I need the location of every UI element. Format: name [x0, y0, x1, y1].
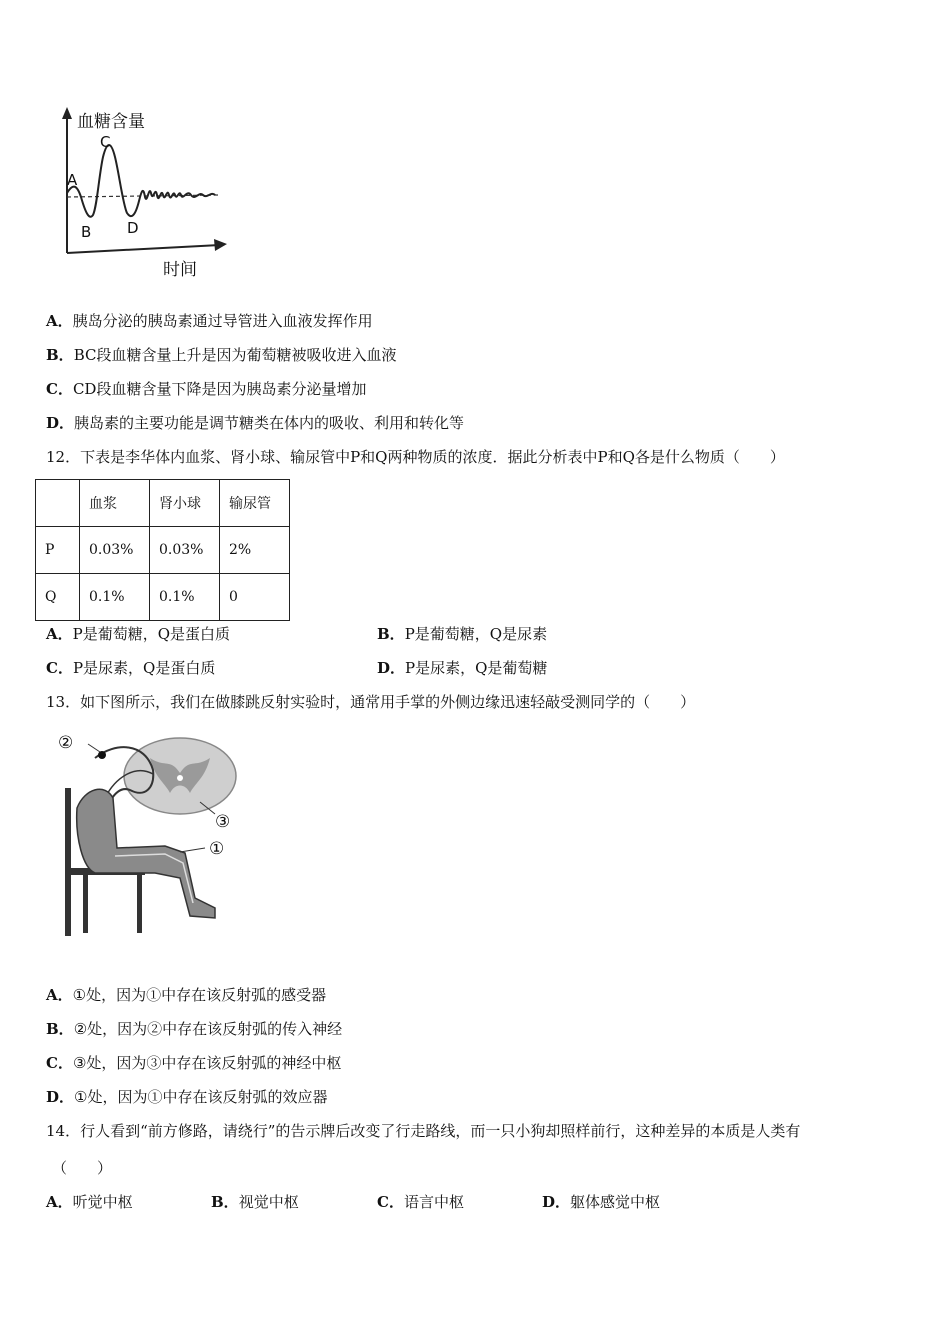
q11-option-d[interactable]: D．胰岛素的主要功能是调节糖类在体内的吸收、利用和转化等: [46, 414, 465, 432]
table-cell: 0.03%: [150, 527, 220, 574]
chair-back: [65, 788, 71, 936]
q13-option-d[interactable]: D．①处，因为①中存在该反射弧的效应器: [46, 1088, 328, 1106]
q14-answer-blank: （ ）: [52, 1159, 113, 1177]
point-d-label: D: [127, 219, 139, 237]
table-header-cell: 输尿管: [220, 480, 290, 527]
y-axis-arrow: [62, 107, 72, 119]
pointer-line-2: [88, 744, 100, 752]
central-canal: [177, 775, 183, 781]
q12-option-c[interactable]: C．P是尿素，Q是蛋白质: [46, 659, 216, 677]
pointer-line-1: [180, 848, 205, 852]
table-header-cell: 肾小球: [150, 480, 220, 527]
q13-option-c[interactable]: C．③处，因为③中存在该反射弧的神经中枢: [46, 1054, 342, 1072]
q13-option-a[interactable]: A．①处，因为①中存在该反射弧的感受器: [46, 986, 327, 1004]
table-cell: 0.1%: [150, 574, 220, 621]
q13-stem: 13．如下图所示，我们在做膝跳反射实验时，通常用手掌的外侧边缘迅速轻敲受测同学的（ ）: [46, 693, 696, 711]
point-b-label: B: [81, 223, 92, 241]
q12-option-b[interactable]: B．P是葡萄糖，Q是尿素: [377, 625, 548, 643]
table-cell: 2%: [220, 527, 290, 574]
table-cell: P: [36, 527, 80, 574]
concentration-table: [35, 479, 290, 621]
point-c-label: C: [100, 133, 111, 151]
label-1: ①: [209, 839, 225, 859]
q14-option-c[interactable]: C．语言中枢: [377, 1193, 464, 1211]
x-axis: [67, 245, 220, 253]
table-cell: 0.03%: [80, 527, 150, 574]
q14-stem: 14．行人看到“前方修路，请绕行”的告示牌后改变了行走路线，而一只小狗却照样前行，这种差异的本质是人类有: [46, 1122, 801, 1140]
label-2: ②: [58, 733, 74, 753]
x-axis-label: 时间: [163, 260, 197, 280]
q13-option-b[interactable]: B．②处，因为②中存在该反射弧的传入神经: [46, 1020, 343, 1038]
knee-jerk-reflex-figure: [55, 728, 240, 936]
chair-leg: [137, 875, 142, 933]
table-cell: 0: [220, 574, 290, 621]
blood-sugar-curve: [67, 145, 215, 217]
q14-option-a[interactable]: A．听觉中枢: [46, 1193, 133, 1211]
q11-option-a[interactable]: A．胰岛分泌的胰岛素通过导管进入血液发挥作用: [46, 312, 373, 330]
q14-option-d[interactable]: D．躯体感觉中枢: [542, 1193, 661, 1211]
table-row: [36, 574, 290, 621]
q14-option-b[interactable]: B．视觉中枢: [211, 1193, 299, 1211]
table-cell: Q: [36, 574, 80, 621]
ganglion-dot: [98, 751, 106, 759]
label-3: ③: [215, 812, 231, 832]
table-header-row: [36, 480, 290, 527]
q12-stem: 12．下表是李华体内血浆、肾小球、输尿管中P和Q两种物质的浓度．据此分析表中P和Q各是什么物质（ ）: [46, 448, 785, 466]
blood-sugar-graph: [55, 105, 235, 285]
y-axis-label: 血糖含量: [77, 112, 145, 132]
table-cell: 0.1%: [80, 574, 150, 621]
q11-option-b[interactable]: B．BC段血糖含量上升是因为葡萄糖被吸收进入血液: [46, 346, 397, 364]
table-header-cell: [36, 480, 80, 527]
point-a-label: A: [67, 171, 78, 189]
table-header-cell: 血浆: [80, 480, 150, 527]
q11-option-c[interactable]: C．CD段血糖含量下降是因为胰岛素分泌量增加: [46, 380, 367, 398]
q12-option-a[interactable]: A．P是葡萄糖，Q是蛋白质: [46, 625, 231, 643]
x-axis-arrow: [214, 239, 227, 251]
table-row: [36, 527, 290, 574]
q12-option-d[interactable]: D．P是尿素，Q是葡萄糖: [377, 659, 548, 677]
chair-leg: [83, 875, 88, 933]
